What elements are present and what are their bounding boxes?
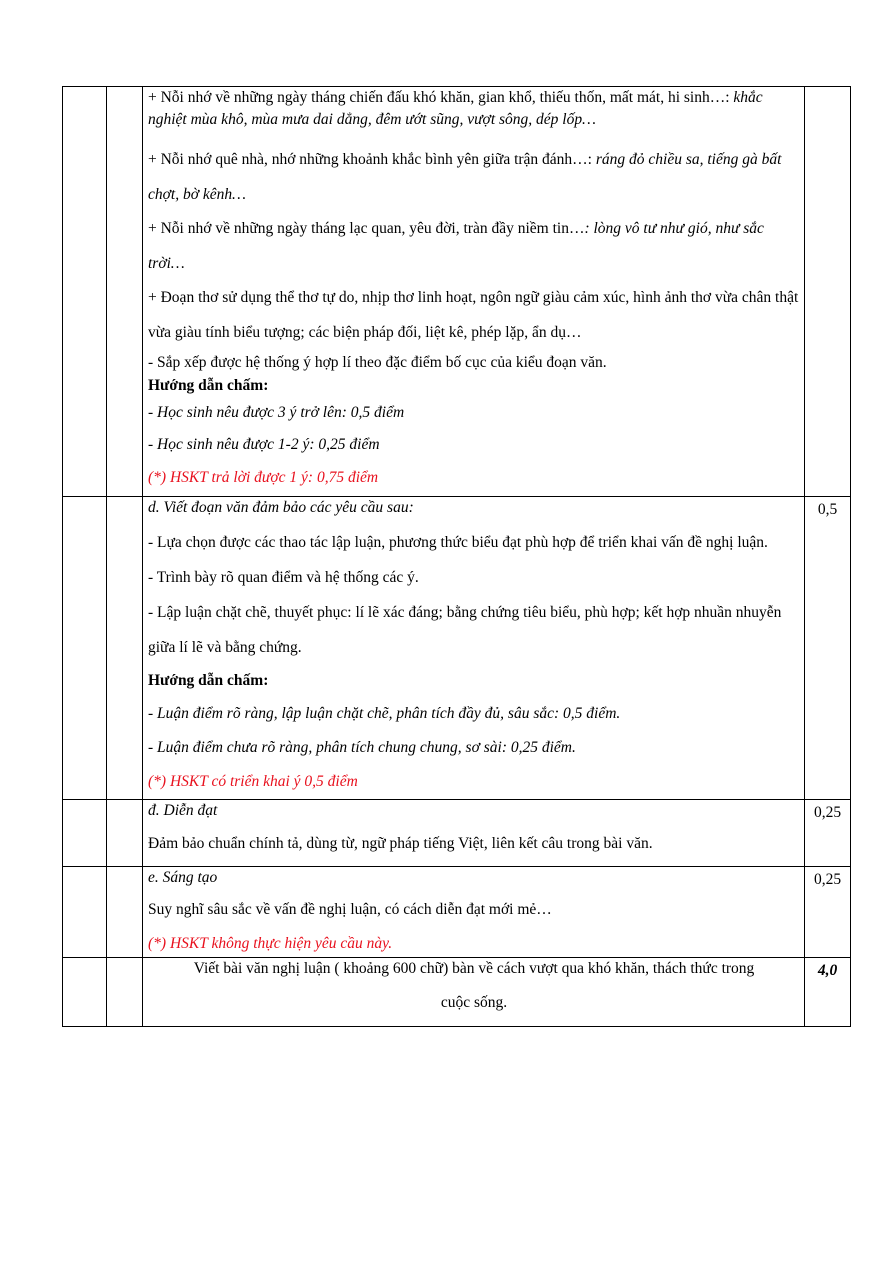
score-value: 0,25 (813, 871, 842, 888)
table-row-section-c (63, 87, 851, 497)
score-cell-d (805, 497, 851, 800)
col-question-cell (63, 87, 107, 497)
col-part-cell (107, 958, 143, 1027)
content-line: - Trình bày rõ quan điểm và hệ thống các ý. (148, 569, 419, 586)
table-row-section-e (63, 867, 851, 958)
guide-line: - Luận điểm rõ ràng, lập luận chặt chẽ, phân tích đầy đủ, sâu sắc: 0,5 điểm. (148, 705, 621, 722)
score-cell-c (805, 87, 851, 497)
content-line: + Nỗi nhớ quê nhà, nhớ những khoảnh khắc bình yên giữa trận đánh…: ráng đỏ chiều sa, tiếng gà bất chợt, bờ kênh… (148, 151, 782, 203)
col-part-cell (107, 87, 143, 497)
content-cell-c (143, 87, 805, 497)
score-value: 0,25 (813, 804, 842, 821)
col-question-cell (63, 867, 107, 958)
score-value: 4,0 (817, 962, 838, 979)
content-line: Suy nghĩ sâu sắc về vấn đề nghị luận, có cách diễn đạt mới mẻ… (148, 901, 552, 918)
content-cell-question-2 (143, 958, 805, 1027)
guide-line: - Học sinh nêu được 1-2 ý: 0,25 điểm (148, 436, 380, 453)
content-line: - Sắp xếp được hệ thống ý hợp lí theo đặc điểm bố cục của kiểu đoạn văn. (148, 354, 607, 371)
score-cell-dd (805, 800, 851, 867)
col-part-cell (107, 867, 143, 958)
score-value: 0,5 (817, 501, 838, 518)
score-cell-e (805, 867, 851, 958)
guide-title: Hướng dẫn chấm: (148, 672, 269, 689)
question-text: Viết bài văn nghị luận ( khoảng 600 chữ) bàn về cách vượt qua khó khăn, thách thức trong cuộc sống. (193, 960, 755, 1011)
section-heading: e. Sáng tạo (148, 869, 218, 886)
section-heading: d. Viết đoạn văn đảm bảo các yêu cầu sau: (148, 499, 414, 516)
table-row-question-2 (63, 958, 851, 1027)
content-line: - Lập luận chặt chẽ, thuyết phục: lí lẽ xác đáng; bằng chứng tiêu biểu, phù hợp; kết hợp nhuần nhuyễn giữa lí lẽ và bằng chứng. (148, 604, 782, 656)
col-question-cell (63, 958, 107, 1027)
hskt-note: (*) HSKT có triển khai ý 0,5 điểm (148, 773, 358, 790)
col-part-cell (107, 800, 143, 867)
guide-title: Hướng dẫn chấm: (148, 377, 269, 394)
guide-line: - Học sinh nêu được 3 ý trở lên: 0,5 điểm (148, 404, 405, 421)
section-heading: đ. Diễn đạt (148, 802, 218, 819)
col-question-cell (63, 800, 107, 867)
guide-line: - Luận điểm chưa rõ ràng, phân tích chung chung, sơ sài: 0,25 điểm. (148, 739, 576, 756)
col-question-cell (63, 497, 107, 800)
content-line: + Nỗi nhớ về những ngày tháng lạc quan, yêu đời, tràn đầy niềm tin…: lòng vô tư như gió, như sắc trời… (148, 220, 764, 272)
content-cell-dd (143, 800, 805, 867)
grading-table (62, 86, 851, 1027)
table-row-section-dd (63, 800, 851, 867)
hskt-note: (*) HSKT không thực hiện yêu cầu này. (148, 935, 393, 952)
hskt-note: (*) HSKT trả lời được 1 ý: 0,75 điểm (148, 469, 379, 486)
table-row-section-d (63, 497, 851, 800)
content-line: Đảm bảo chuẩn chính tả, dùng từ, ngữ pháp tiếng Việt, liên kết câu trong bài văn. (148, 835, 653, 852)
content-line: + Nỗi nhớ về những ngày tháng chiến đấu khó khăn, gian khổ, thiếu thốn, mất mát, hi sinh…: khắc nghiệt mùa khô, mùa mưa dai dẳng, đêm ướt sũng, vượt sông, dép lốp… (148, 89, 763, 128)
content-line: - Lựa chọn được các thao tác lập luận, phương thức biểu đạt phù hợp để triển khai vấn đề nghị luận. (148, 534, 768, 551)
content-cell-d (143, 497, 805, 800)
col-part-cell (107, 497, 143, 800)
score-cell-question-2 (805, 958, 851, 1027)
content-line: + Đoạn thơ sử dụng thể thơ tự do, nhịp thơ linh hoạt, ngôn ngữ giàu cảm xúc, hình ảnh thơ vừa chân thật vừa giàu tính biểu tượng; các biện pháp đối, liệt kê, phép lặp, ẩn dụ… (148, 289, 799, 341)
content-cell-e (143, 867, 805, 958)
